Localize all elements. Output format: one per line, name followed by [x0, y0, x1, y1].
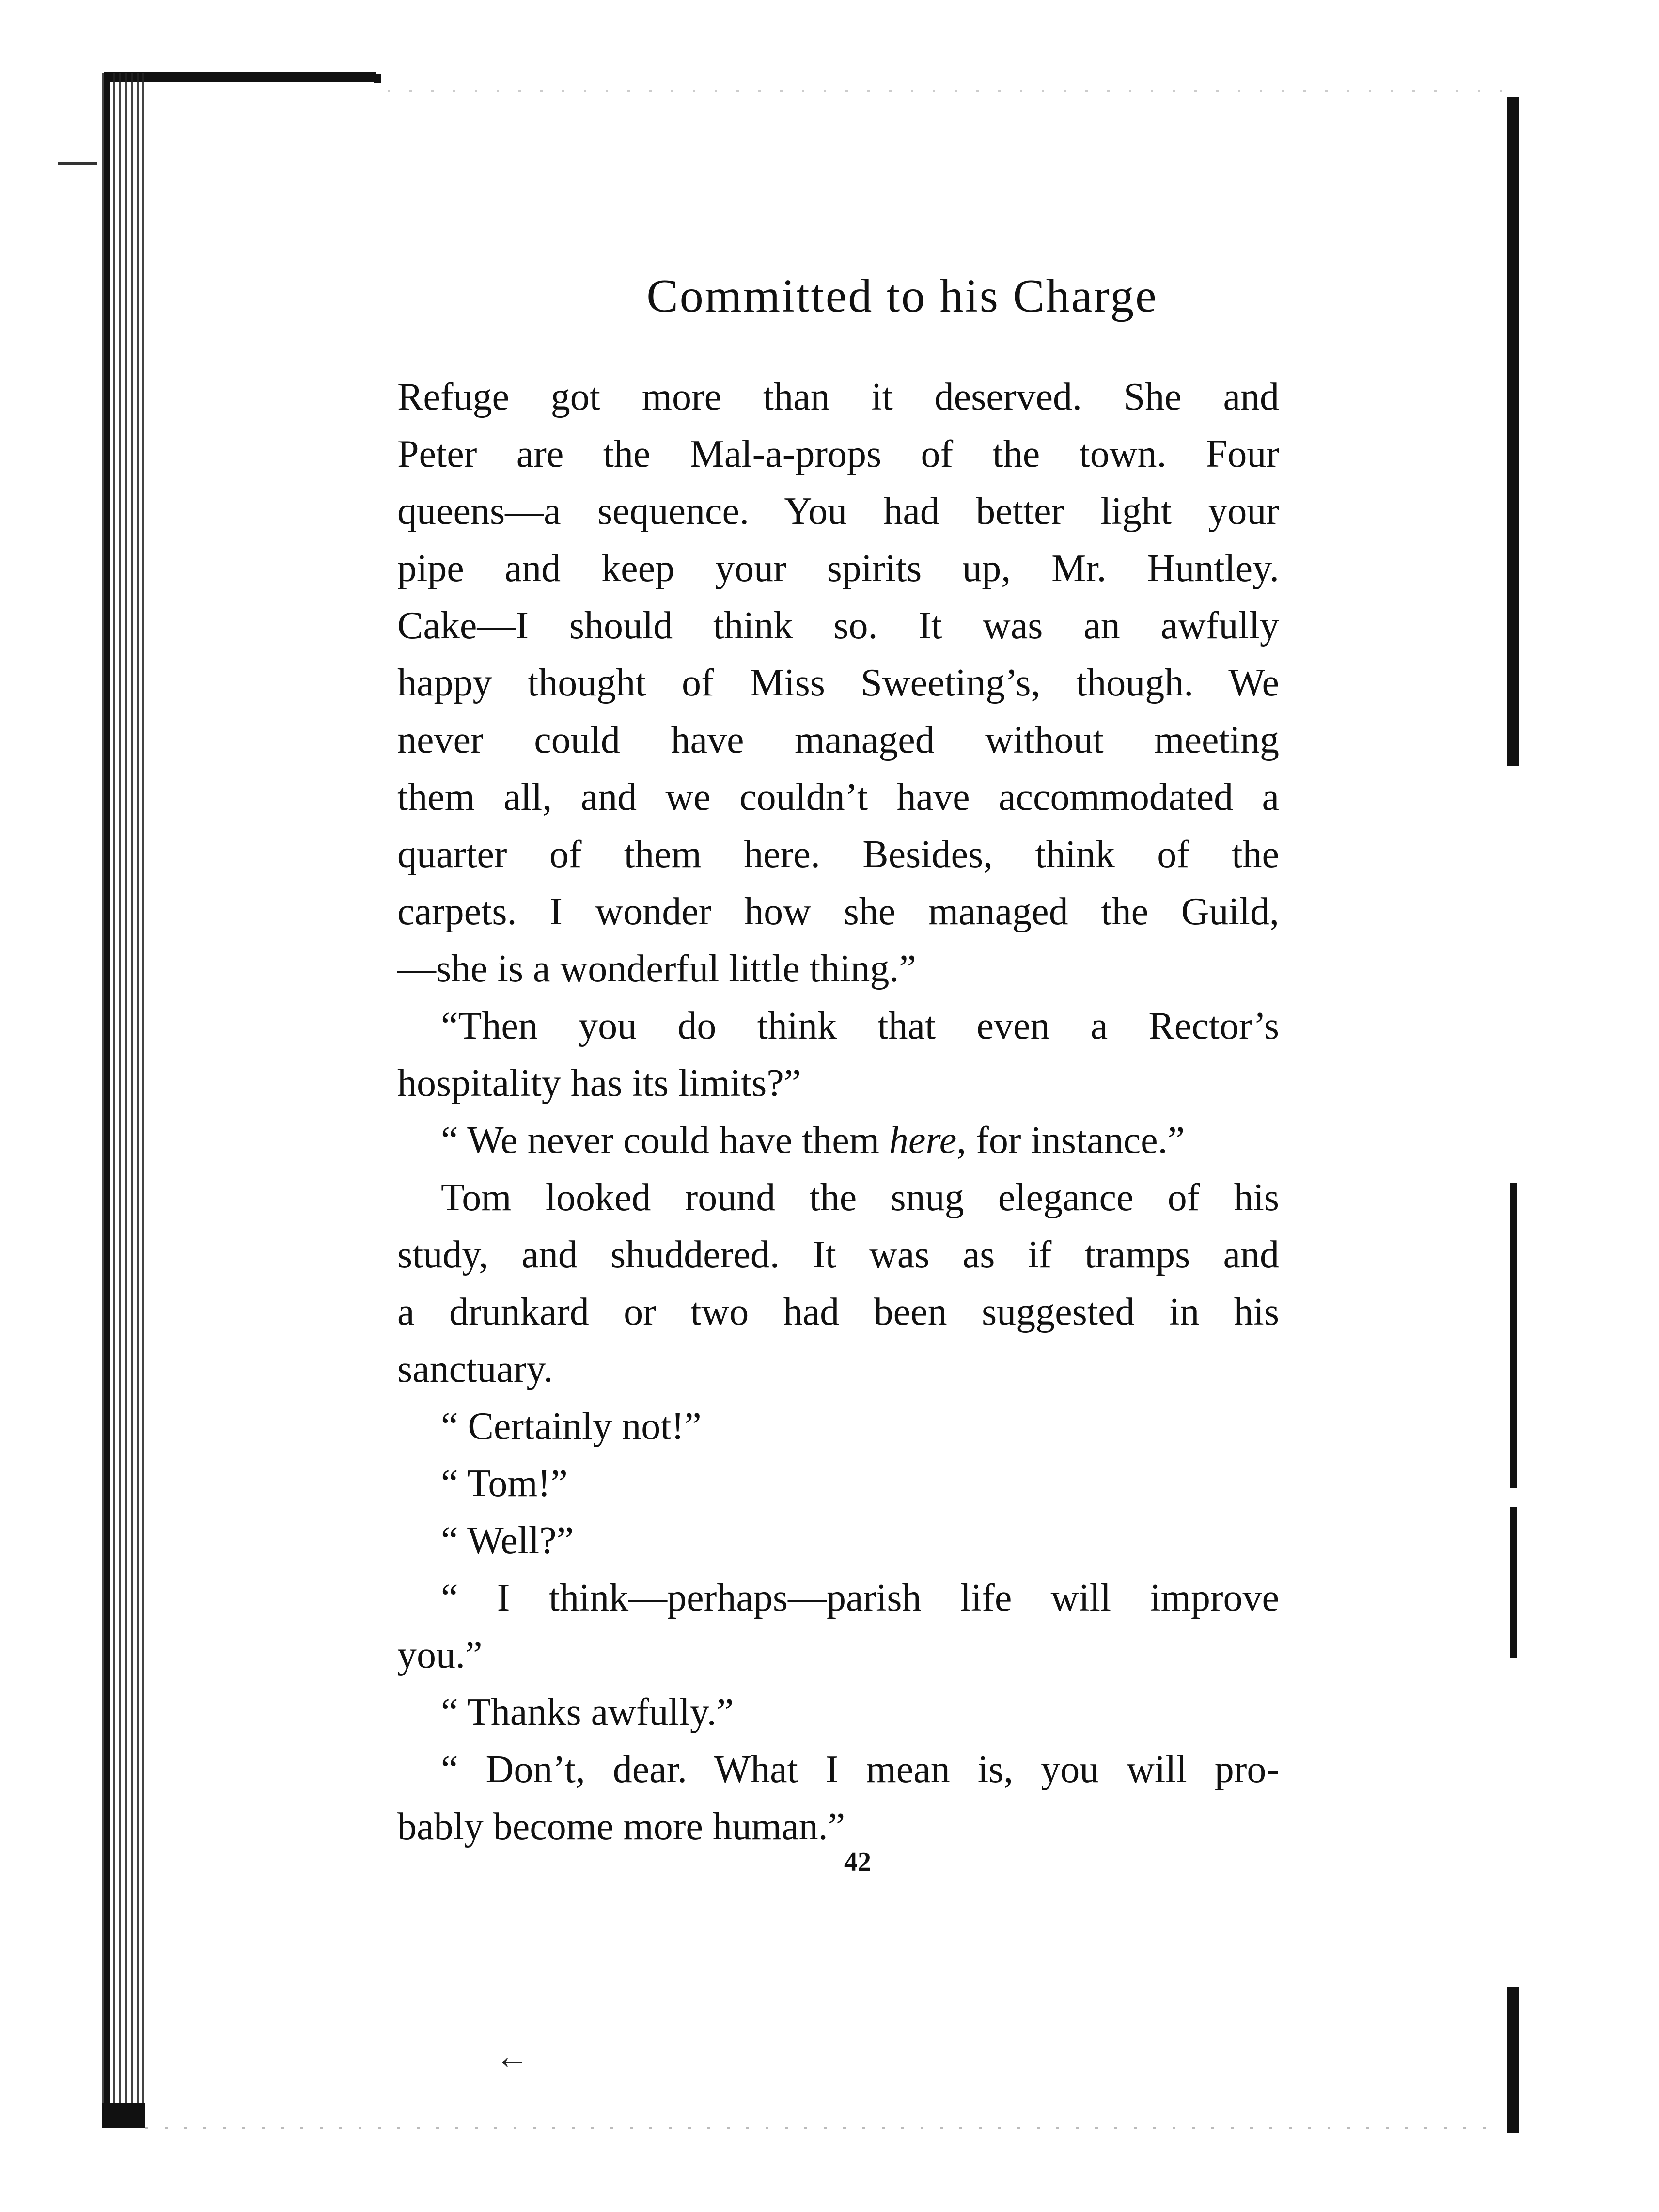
right-edge-shadow — [1510, 1507, 1517, 1658]
text-line: hospitality has its limits?” — [397, 1062, 801, 1105]
page-number: 42 — [844, 1847, 871, 1877]
text-line: quarter of them here. Besides, think of the — [397, 833, 1279, 876]
text-line: “ Thanks awfully.” — [441, 1691, 734, 1734]
text-line: Cake—I should think so. It was an awfully — [397, 604, 1279, 647]
text-line: “Then you do think that even a Rector’s — [441, 1005, 1279, 1047]
text-line: “ Tom!” — [441, 1462, 568, 1505]
binding-top-mark — [374, 74, 381, 83]
text-line: queens—a sequence. You had better light your — [397, 490, 1279, 533]
text-line: Refuge got more than it deserved. She and — [397, 376, 1279, 418]
text-segment: “ We never could have them — [441, 1119, 890, 1162]
running-head: Committed to his Charge — [646, 270, 1158, 322]
text-line: happy thought of Miss Sweeting’s, though. We — [397, 662, 1279, 704]
binding-bottom — [102, 2103, 145, 2128]
emphasis-text: here — [889, 1119, 957, 1162]
text-line: “ Well?” — [441, 1519, 574, 1562]
text-line: pipe and keep your spirits up, Mr. Huntley. — [397, 547, 1279, 590]
text-line: a drunkard or two had been suggested in his — [397, 1291, 1279, 1333]
pencil-mark-icon: ← — [495, 2038, 529, 2076]
text-line: sanctuary. — [397, 1348, 553, 1390]
text-line: you.” — [397, 1634, 483, 1676]
text-line: “ Certainly not!” — [441, 1405, 702, 1448]
scan-noise-top — [388, 90, 1502, 92]
text-line: study, and shuddered. It was as if tramps and — [397, 1233, 1279, 1276]
body-text — [397, 368, 1279, 1855]
text-line: —she is a wonderful little thing.” — [397, 948, 916, 990]
text-line — [397, 1112, 1279, 1169]
scan-noise-bottom — [145, 2127, 1502, 2129]
text-line: never could have managed without meeting — [397, 719, 1279, 761]
text-line: “ I think—perhaps—parish life will improve — [441, 1577, 1279, 1619]
text-line: bably become more human.” — [397, 1805, 845, 1848]
text-line: Tom looked round the snug elegance of his — [441, 1176, 1279, 1219]
binding-edge-line — [104, 73, 110, 2128]
right-edge-shadow — [1507, 1987, 1519, 2133]
right-edge-shadow — [1510, 1183, 1517, 1488]
margin-tick — [58, 162, 97, 165]
text-line: Peter are the Mal-a-props of the town. Four — [397, 433, 1279, 475]
text-line: carpets. I wonder how she managed the Guild, — [397, 890, 1279, 933]
text-segment: , for instance.” — [956, 1119, 1185, 1162]
text-line: them all, and we couldn’t have accommodated a — [397, 776, 1279, 819]
right-edge-shadow — [1507, 97, 1519, 766]
text-line: “ Don’t, dear. What I mean is, you will pro- — [441, 1748, 1279, 1791]
